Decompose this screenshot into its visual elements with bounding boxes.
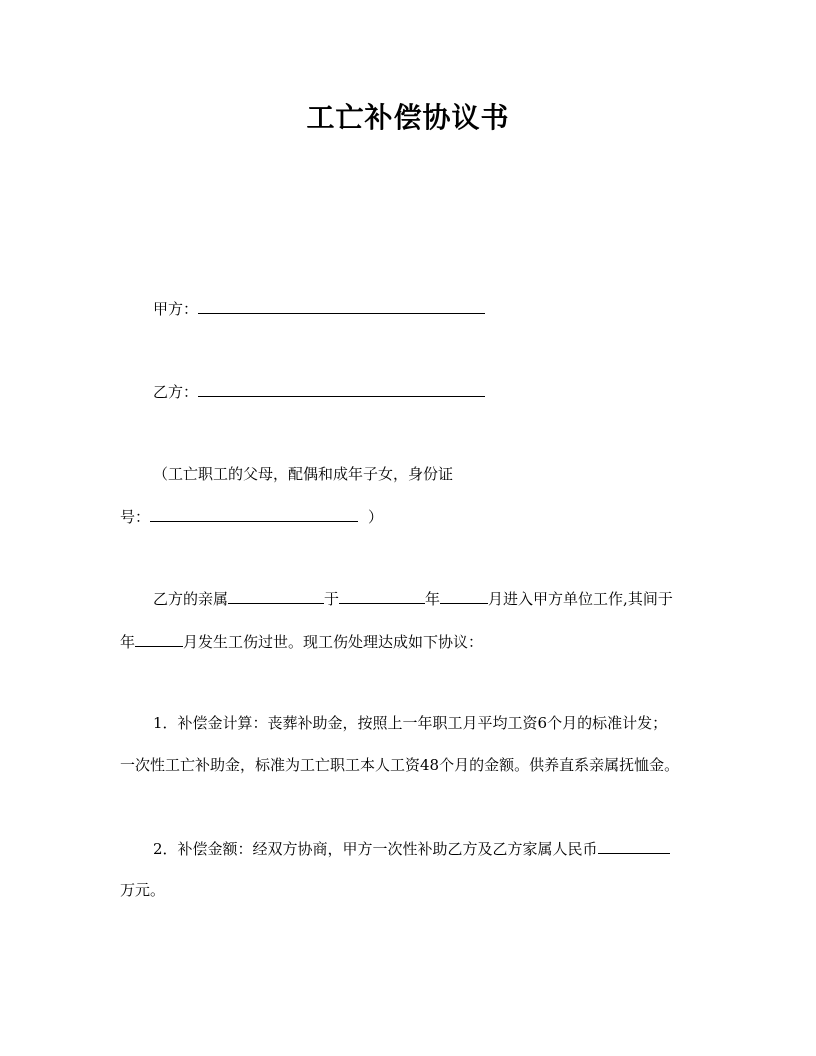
item2-line-1: [153, 838, 670, 859]
party-a-label: 甲方：: [153, 300, 199, 318]
entry-month-blank[interactable]: [440, 588, 488, 604]
id-label: 号：: [120, 508, 151, 526]
note-line-1: （工亡职工的父母，配偶和成年子女，身份证: [153, 465, 454, 483]
intro-text-relative: 乙方的亲属: [153, 590, 229, 608]
item1-line-2: 一次性工亡补助金，标准为工亡职工本人工资48个月的金额。供养直系亲属抚恤金。: [120, 756, 680, 774]
note-line-2: [120, 506, 383, 527]
party-a-blank[interactable]: [198, 298, 485, 314]
relative-name-blank[interactable]: [228, 588, 324, 604]
intro-text-year: 年: [425, 590, 441, 608]
intro-line-1: [153, 588, 673, 609]
entry-year-blank[interactable]: [339, 588, 425, 604]
party-a-line: [153, 298, 485, 319]
intro-text-injury: 月发生工伤过世。现工伤处理达成如下协议：: [183, 633, 484, 651]
document-title: 工亡补偿协议书: [306, 101, 510, 134]
party-b-label: 乙方：: [153, 383, 199, 401]
intro-text-year-2: 年: [120, 633, 136, 651]
item2-line-2: 万元。: [120, 881, 166, 899]
amount-blank[interactable]: [598, 838, 670, 854]
note-close-paren: ）: [368, 508, 384, 526]
party-b-blank[interactable]: [198, 381, 485, 397]
item1-line-1: 1．补偿金计算：丧葬补助金，按照上一年职工月平均工资6个月的标准计发；: [153, 714, 668, 732]
intro-text-at: 于: [324, 590, 340, 608]
item2-text: 2．补偿金额：经双方协商，甲方一次性补助乙方及乙方家属人民币: [153, 840, 598, 858]
id-number-blank[interactable]: [150, 506, 358, 522]
intro-text-entered: 月进入甲方单位工作,其间于: [488, 590, 673, 608]
injury-month-blank[interactable]: [135, 631, 183, 647]
party-b-line: [153, 381, 485, 402]
intro-line-2: [120, 631, 483, 652]
